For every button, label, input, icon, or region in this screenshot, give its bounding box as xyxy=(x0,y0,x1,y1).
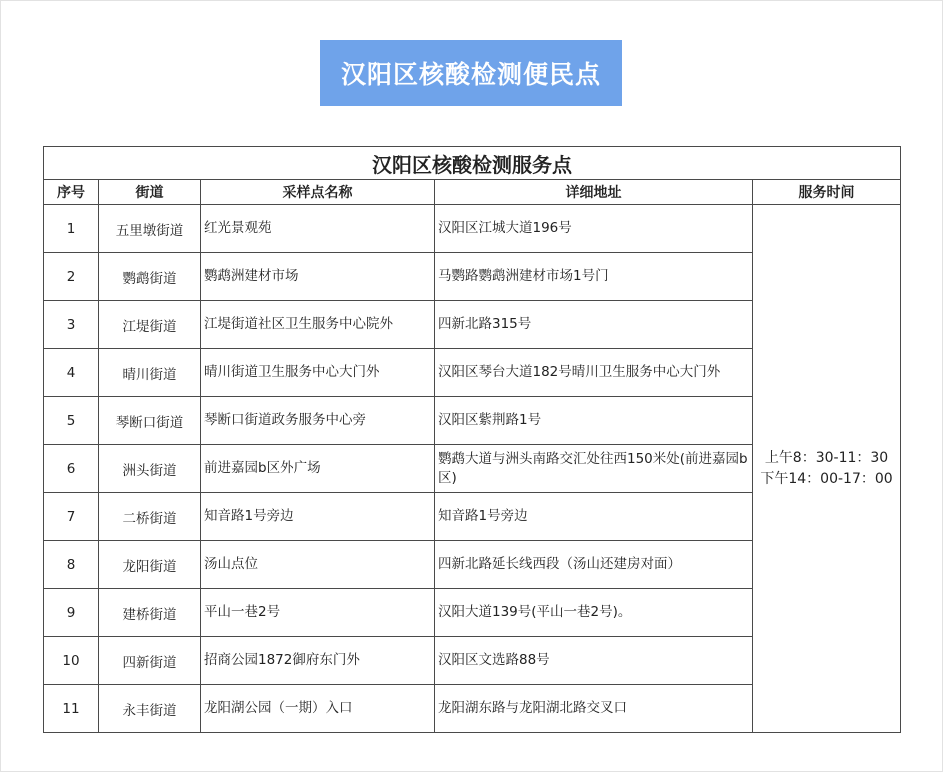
table-header-row xyxy=(44,180,901,205)
header-site: 采样点名称 xyxy=(201,180,435,205)
row-street: 鹦鹉街道 xyxy=(99,253,201,301)
row-no: 7 xyxy=(44,493,99,541)
row-address: 鹦鹉大道与洲头南路交汇处往西150米处(前进嘉园b区) xyxy=(435,445,753,493)
row-site: 平山一巷2号 xyxy=(201,589,435,637)
row-no: 5 xyxy=(44,397,99,445)
row-street: 江堤街道 xyxy=(99,301,201,349)
row-street: 五里墩街道 xyxy=(99,205,201,253)
row-street: 晴川街道 xyxy=(99,349,201,397)
row-site: 龙阳湖公园（一期）入口 xyxy=(201,685,435,733)
row-site: 鹦鹉洲建材市场 xyxy=(201,253,435,301)
row-street: 琴断口街道 xyxy=(99,397,201,445)
row-no: 1 xyxy=(44,205,99,253)
row-no: 10 xyxy=(44,637,99,685)
row-address: 汉阳区江城大道196号 xyxy=(435,205,753,253)
row-no: 4 xyxy=(44,349,99,397)
row-address: 四新北路315号 xyxy=(435,301,753,349)
row-no: 3 xyxy=(44,301,99,349)
table-caption: 汉阳区核酸检测服务点 xyxy=(44,147,901,180)
row-address: 龙阳湖东路与龙阳湖北路交叉口 xyxy=(435,685,753,733)
row-site: 汤山点位 xyxy=(201,541,435,589)
row-address: 马鹦路鹦鹉洲建材市场1号门 xyxy=(435,253,753,301)
header-address: 详细地址 xyxy=(435,180,753,205)
row-street: 洲头街道 xyxy=(99,445,201,493)
row-street: 四新街道 xyxy=(99,637,201,685)
row-site: 知音路1号旁边 xyxy=(201,493,435,541)
header-service-time: 服务时间 xyxy=(753,180,901,205)
row-no: 6 xyxy=(44,445,99,493)
service-time-cell xyxy=(753,205,901,733)
row-address: 汉阳区文选路88号 xyxy=(435,637,753,685)
service-points-table xyxy=(43,146,901,733)
row-street: 建桥街道 xyxy=(99,589,201,637)
row-address: 汉阳大道139号(平山一巷2号)。 xyxy=(435,589,753,637)
row-site: 招商公园1872御府东门外 xyxy=(201,637,435,685)
row-street: 永丰街道 xyxy=(99,685,201,733)
row-no: 9 xyxy=(44,589,99,637)
row-street: 二桥街道 xyxy=(99,493,201,541)
banner-title: 汉阳区核酸检测便民点 xyxy=(320,40,622,106)
row-no: 11 xyxy=(44,685,99,733)
service-time-line: 下午14：00-17：00 xyxy=(760,470,893,487)
row-address: 四新北路延长线西段（汤山还建房对面） xyxy=(435,541,753,589)
header-street: 街道 xyxy=(99,180,201,205)
row-address: 汉阳区紫荆路1号 xyxy=(435,397,753,445)
row-address: 汉阳区琴台大道182号晴川卫生服务中心大门外 xyxy=(435,349,753,397)
service-time-line: 上午8：30-11：30 xyxy=(764,449,889,466)
row-site: 琴断口街道政务服务中心旁 xyxy=(201,397,435,445)
row-street: 龙阳街道 xyxy=(99,541,201,589)
row-address: 知音路1号旁边 xyxy=(435,493,753,541)
row-no: 2 xyxy=(44,253,99,301)
row-site: 红光景观苑 xyxy=(201,205,435,253)
row-site: 晴川街道卫生服务中心大门外 xyxy=(201,349,435,397)
header-no: 序号 xyxy=(44,180,99,205)
row-site: 前进嘉园b区外广场 xyxy=(201,445,435,493)
table-row xyxy=(44,205,901,253)
row-site: 江堤街道社区卫生服务中心院外 xyxy=(201,301,435,349)
row-no: 8 xyxy=(44,541,99,589)
